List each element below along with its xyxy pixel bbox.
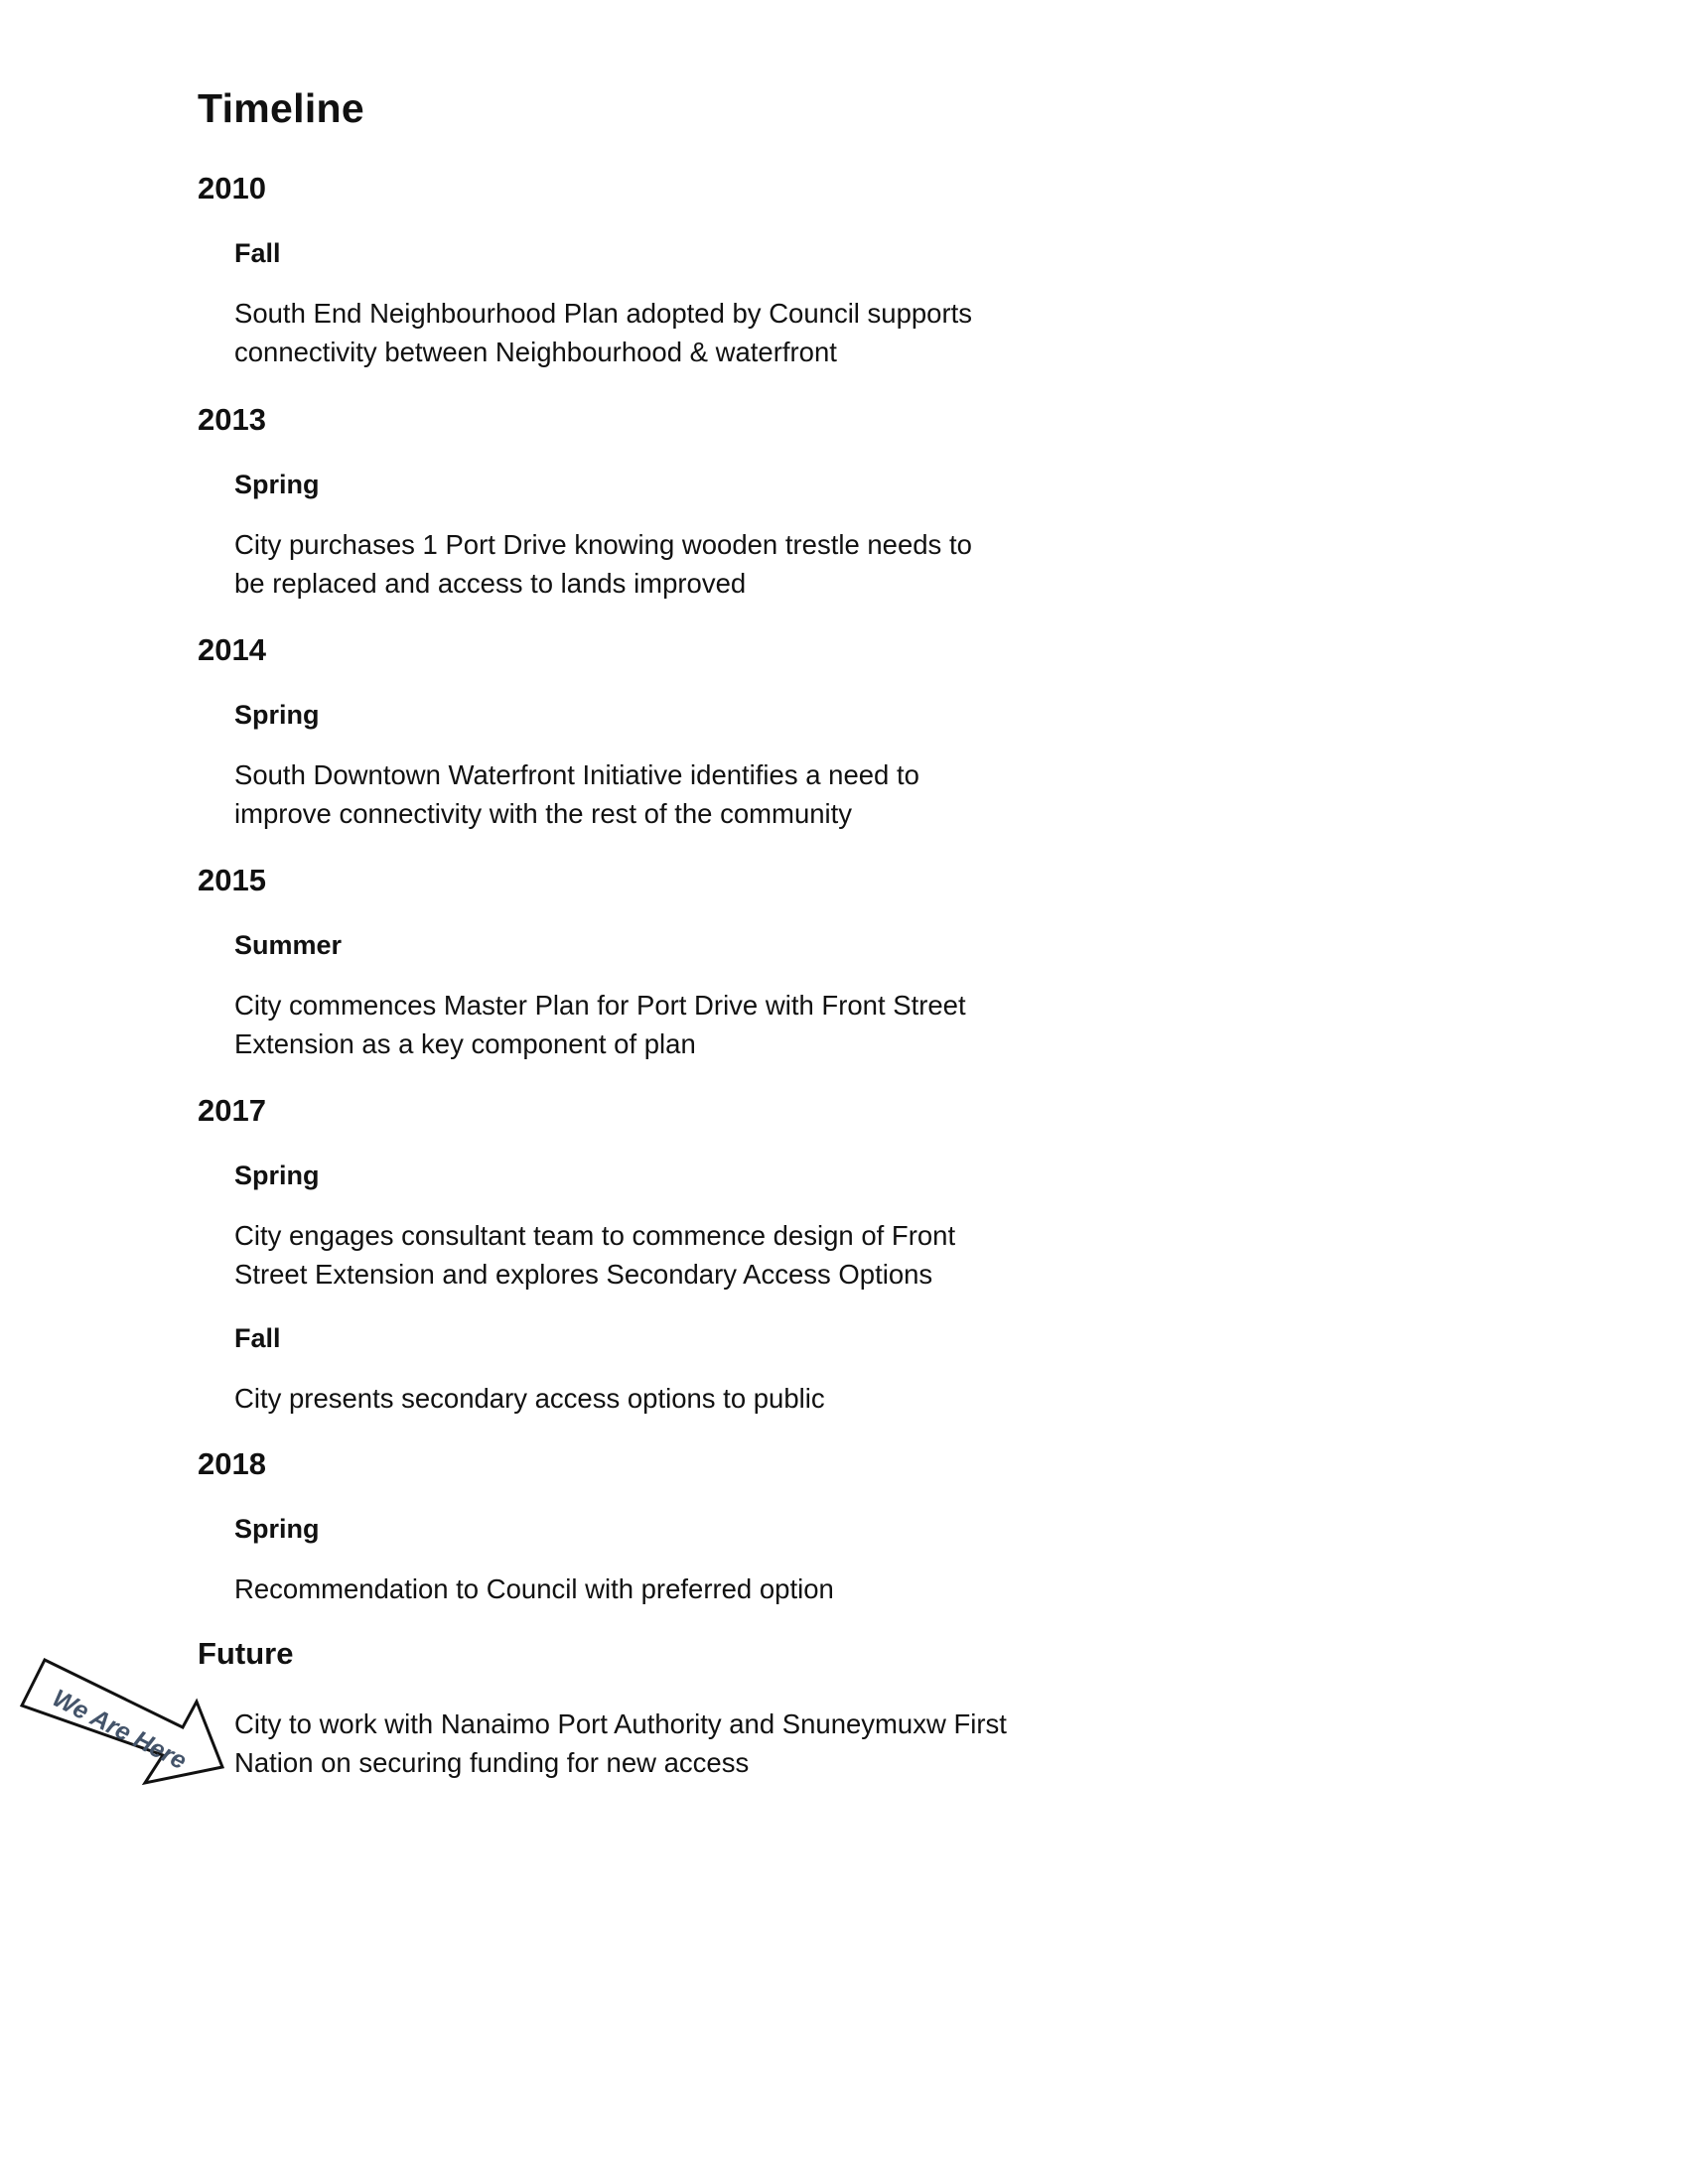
event-description: City commences Master Plan for Port Drive with Front Street Extension as a key component of plan [234, 990, 966, 1059]
event-description: South Downtown Waterfront Initiative identifies a need to improve connectivity with the rest of the community [234, 759, 919, 829]
season-label: Spring [234, 700, 320, 730]
event-description: City presents secondary access options to public [234, 1383, 825, 1414]
year-2014: 2014 [198, 632, 266, 667]
year-2015: 2015 [198, 863, 266, 897]
event-description: South End Neighbourhood Plan adopted by Council supports connectivity between Neighbourhood & waterfront [234, 298, 973, 367]
event-description: City purchases 1 Port Drive knowing wooden trestle needs to be replaced and access to lands improved [234, 529, 972, 599]
arrow-right-icon [18, 1650, 226, 1789]
season-label: Spring [234, 1514, 320, 1544]
year-future: Future [198, 1636, 294, 1671]
season-label: Spring [234, 470, 320, 499]
year-2017: 2017 [198, 1093, 266, 1128]
season-label: Fall [234, 238, 281, 268]
page-title: Timeline [198, 85, 364, 131]
year-2010: 2010 [198, 171, 266, 205]
we-are-here-label: We Are Here [48, 1684, 192, 1776]
season-label: Spring [234, 1160, 320, 1190]
year-2013: 2013 [198, 402, 266, 437]
event-description: Recommendation to Council with preferred option [234, 1573, 834, 1604]
event-description: City engages consultant team to commence design of Front Street Extension and explores Secondary Access Options [234, 1220, 956, 1290]
year-2018: 2018 [198, 1446, 266, 1481]
event-description: City to work with Nanaimo Port Authority and Snuneymuxw First Nation on securing funding for new access [234, 1708, 1007, 1778]
season-label: Fall [234, 1323, 281, 1353]
season-label: Summer [234, 930, 343, 960]
